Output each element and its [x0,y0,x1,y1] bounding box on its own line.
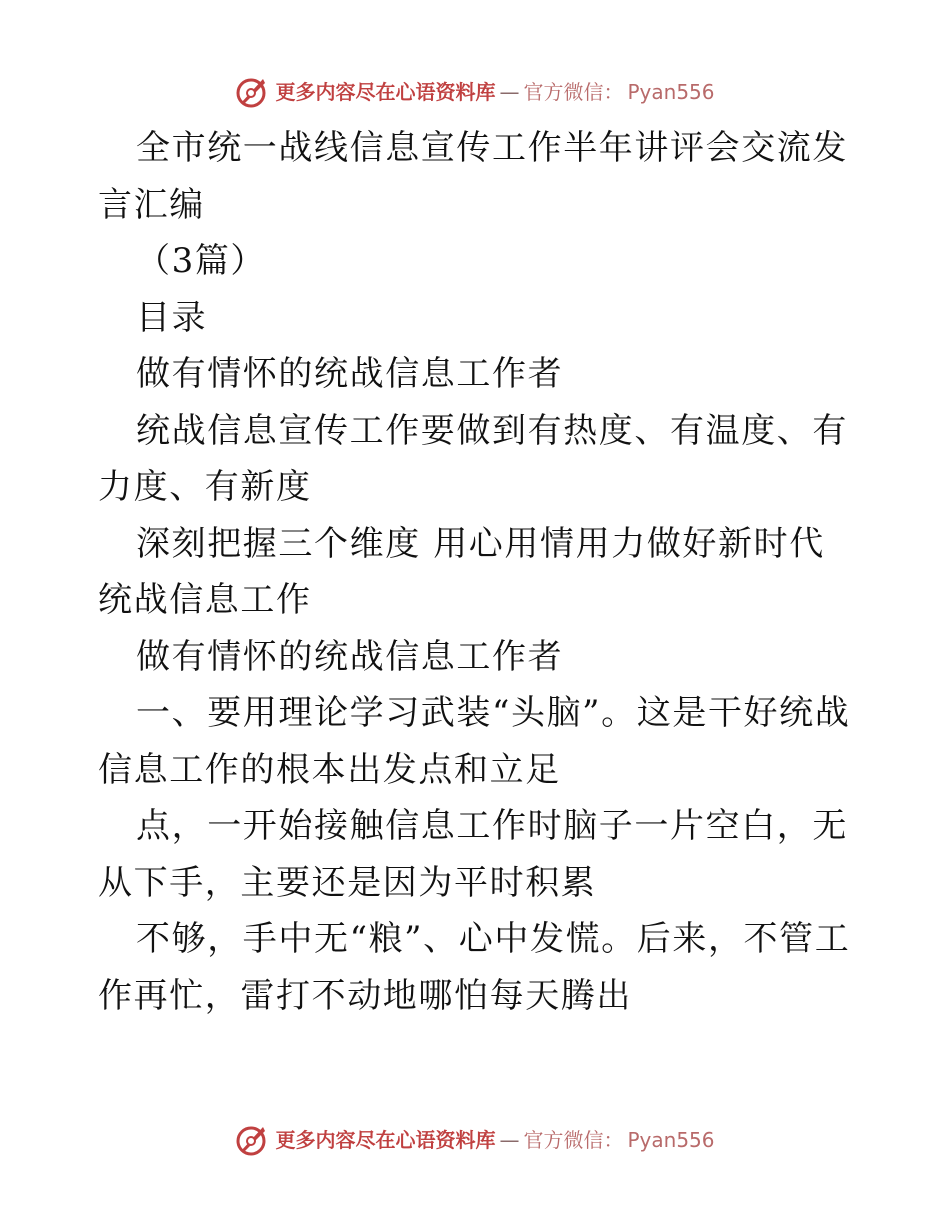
body-paragraph: 点，一开始接触信息工作时脑子一片空白，无从下手，主要还是因为平时积累 [98,806,848,903]
section-heading: 做有情怀的统战信息工作者 [136,636,564,677]
toc-item: 做有情怀的统战信息工作者 [136,354,564,394]
body-paragraph: 不够，手中无“粮”、心中发慌。后来，不管工作再忙，雷打不动地哪怕每天腾出 [98,919,851,1016]
document-body [98,120,858,1024]
header-banner [0,72,950,112]
banner-wechat-label: 官方微信： [523,1128,624,1152]
banner-separator: — [499,80,520,104]
banner-wechat-label: 官方微信： [523,80,624,104]
toc-item: 统战信息宣传工作要做到有热度、有温度、有力度、有新度 [98,410,848,507]
banner-separator: — [499,1128,520,1152]
footer-banner [0,1120,950,1160]
banner-brand-text: 更多内容尽在心语资料库 [275,80,496,104]
document-subtitle: （3篇） [136,241,267,281]
banner-wechat-id: Pyan556 [627,80,715,104]
toc-item: 深刻把握三个维度 用心用情用力做好新时代统战信息工作 [98,523,825,620]
quill-pen-logo-icon [235,1123,269,1157]
body-paragraph: 一、要用理论学习武装“头脑”。这是干好统战信息工作的根本出发点和立足 [98,693,851,790]
toc-heading: 目录 [136,297,208,338]
banner-wechat-id: Pyan556 [627,1128,715,1152]
document-title: 全市统一战线信息宣传工作半年讲评会交流发言汇编 [98,128,848,225]
banner-brand-text: 更多内容尽在心语资料库 [275,1128,496,1152]
quill-pen-logo-icon [235,75,269,109]
